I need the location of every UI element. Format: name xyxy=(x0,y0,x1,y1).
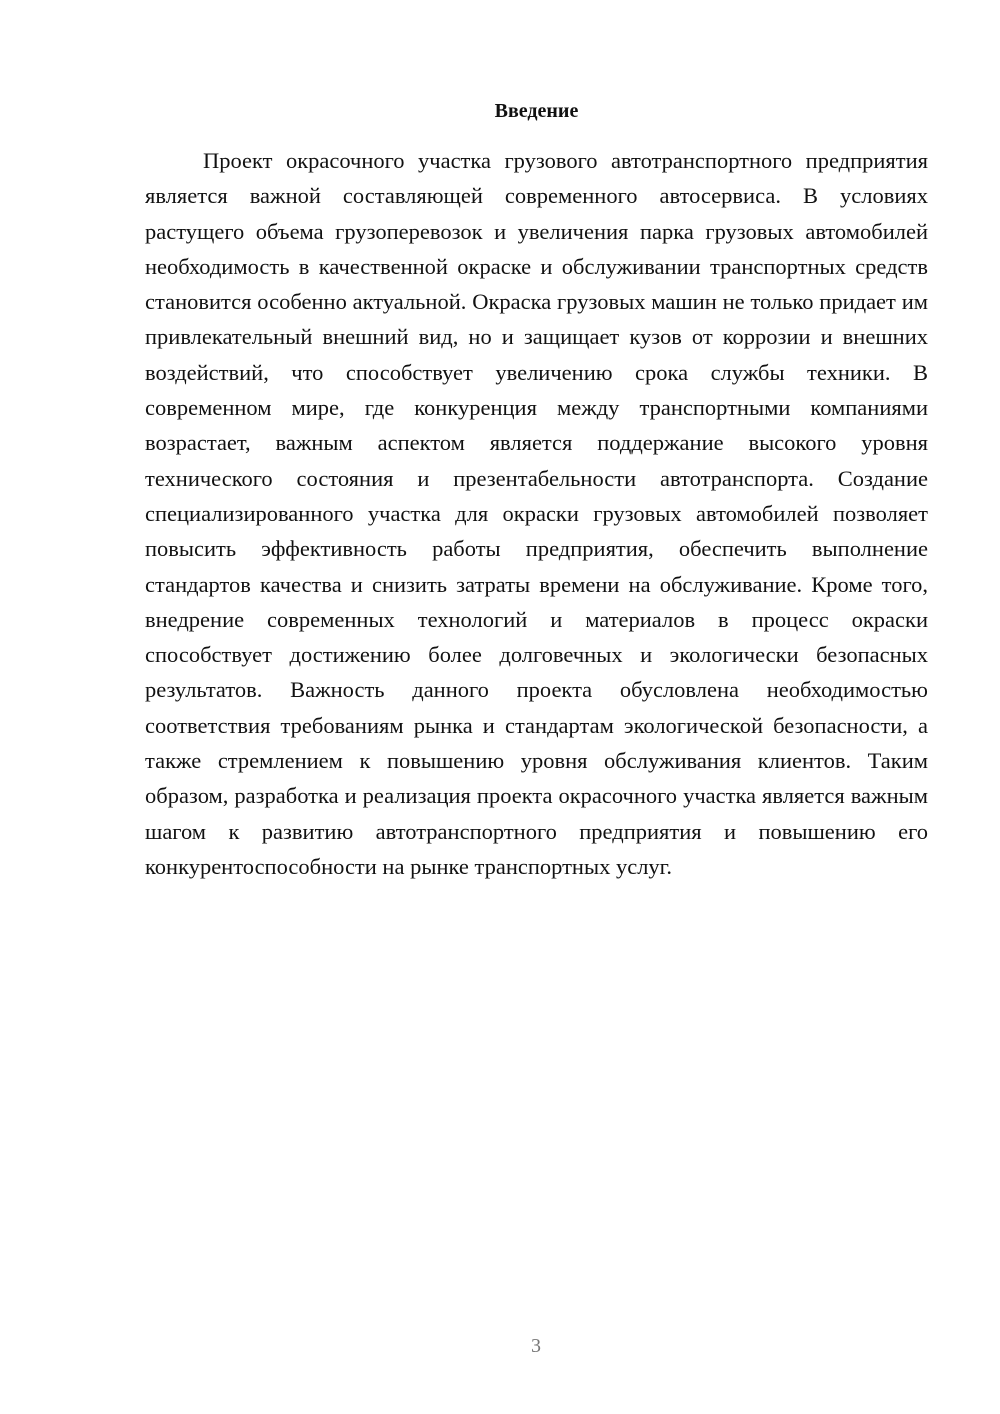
section-heading: Введение xyxy=(494,100,579,122)
body-paragraph: Проект окрасочного участка грузового автотранспортного предприятия является важной составляющей современного автосервиса. В условиях растущего объема грузоперевозок и увеличения парка грузовых автомобилей необходимость в качественной окраске и обслуживании транспортных средств становится особенно актуальной. Окраска грузовых машин не только придает им привлекательный внешний вид, но и защищает кузов от коррозии и внешних воздействий, что способствует увеличению срока службы техники. В современном мире, где конкуренция между транспортными компаниями возрастает, важным аспектом является поддержание высокого уровня технического состояния и презентабельности автотранспорта. Создание специализированного участка для окраски грузовых автомобилей позволяет повысить эффективность работы предприятия, обеспечить выполнение стандартов качества и снизить затраты времени на обслуживание. Кроме того, внедрение современных технологий и материалов в процесс окраски способствует достижению более долговечных и экологически безопасных результатов. Важность данного проекта обусловлена необходимостью соответствия требованиям рынка и стандартам экологической безопасности, а также стремлением к повышению уровня обслуживания клиентов. Таким образом, разработка и реализация проекта окрасочного участка является важным шагом к развитию автотранспортного предприятия и повышению его конкурентоспособности на рынке транспортных услуг. xyxy=(145,148,928,879)
page-number: 3 xyxy=(531,1335,541,1357)
